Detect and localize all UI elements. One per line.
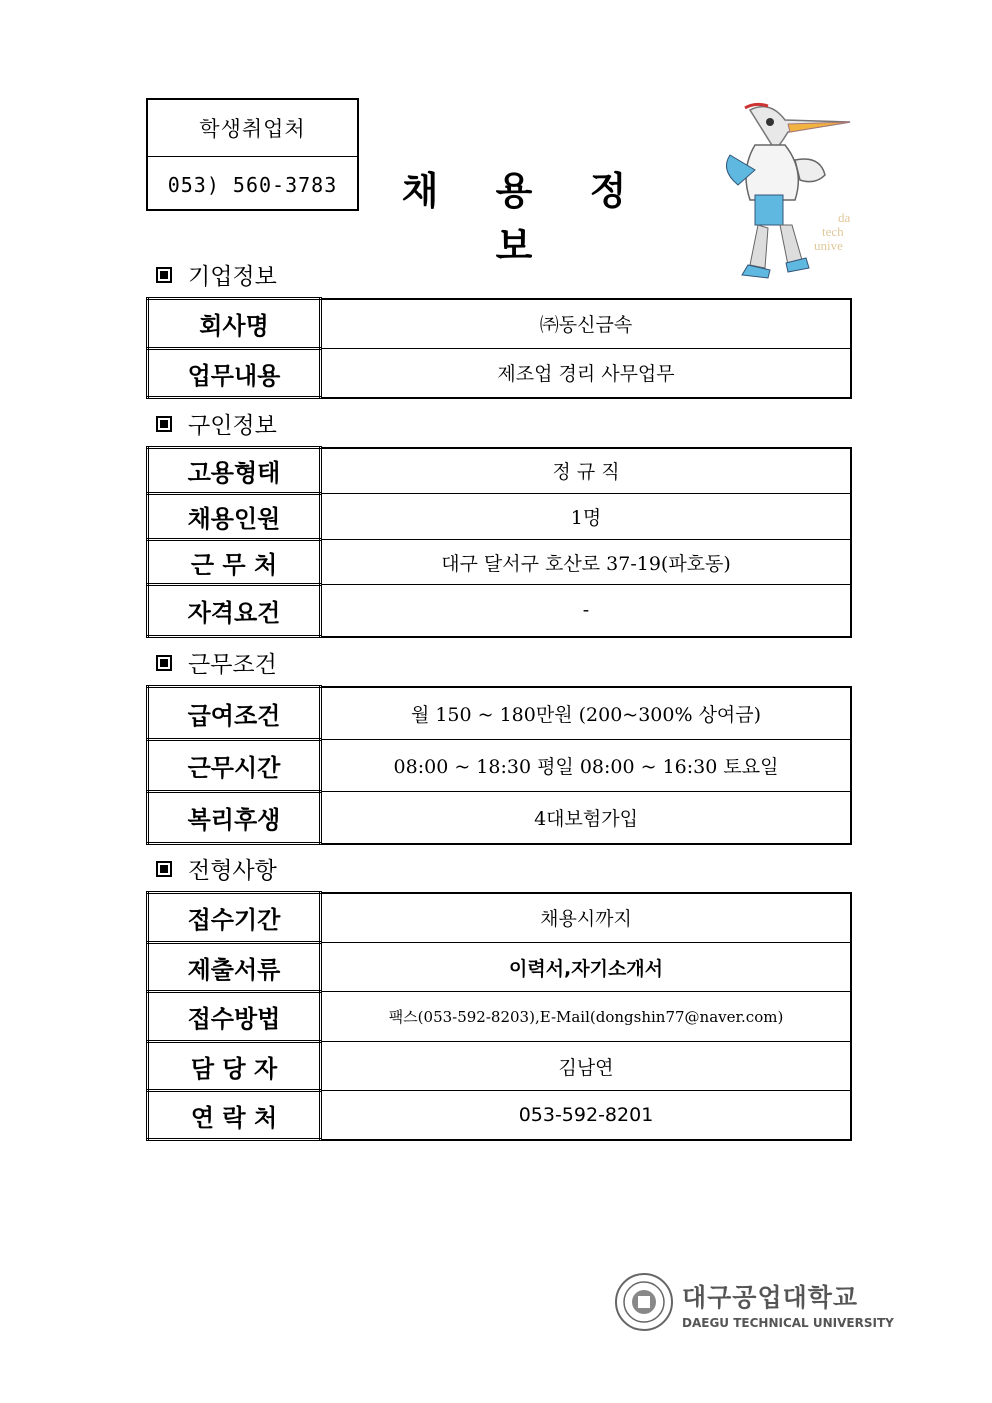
table-row: [148, 893, 852, 943]
mascot-text-1: da: [838, 210, 851, 225]
table-row: [148, 349, 852, 398]
mascot-text-2: tech: [822, 224, 844, 239]
row-value: 4대보험가입: [321, 792, 852, 844]
row-label: 근무시간: [148, 740, 321, 792]
table-row: [148, 687, 852, 740]
square-bullet-icon: [156, 861, 172, 877]
row-label: 복리후생: [148, 792, 321, 844]
row-label: 회사명: [148, 299, 321, 349]
row-label: 채용인원: [148, 494, 321, 540]
section-heading-conditions: [156, 646, 277, 679]
table-row: [148, 792, 852, 844]
table-row: [148, 943, 852, 992]
table-row: [148, 448, 852, 494]
row-value: 김남연: [321, 1042, 852, 1091]
selection-table: [146, 891, 852, 1141]
row-value: 월 150 ~ 180만원 (200~300% 상여금): [321, 687, 852, 740]
section-heading-label: 전형사항: [188, 858, 277, 884]
row-label: 자격요건: [148, 585, 321, 637]
row-label: 급여조건: [148, 687, 321, 740]
mascot-text-3: unive: [814, 238, 843, 253]
university-name-en: DAEGU TECHNICAL UNIVERSITY: [682, 1316, 894, 1330]
page-title: 채 용 정 보: [401, 169, 649, 268]
square-bullet-icon: [156, 416, 172, 432]
table-row: [148, 299, 852, 349]
section-heading-label: 기업정보: [188, 264, 277, 290]
university-seal-icon: [614, 1272, 674, 1332]
crane-mascot-image: [710, 100, 860, 290]
square-bullet-icon: [156, 267, 172, 283]
company-table: [146, 297, 852, 399]
row-value: 대구 달서구 호산로 37-19(파호동): [321, 540, 852, 585]
row-label: 접수방법: [148, 992, 321, 1042]
table-row: [148, 494, 852, 540]
row-value: -: [321, 585, 852, 637]
row-label: 연 락 처: [148, 1091, 321, 1140]
row-label: 고용형태: [148, 448, 321, 494]
table-row: [148, 585, 852, 637]
table-row: [148, 740, 852, 792]
row-label: 담 당 자: [148, 1042, 321, 1091]
row-value: 팩스(053-592-8203),E-Mail(dongshin77@naver.com): [321, 992, 852, 1042]
recruit-table: [146, 446, 852, 638]
square-bullet-icon: [156, 655, 172, 671]
row-value: 제조업 경리 사무업무: [321, 349, 852, 398]
section-heading-selection: [156, 852, 277, 885]
row-label: 업무내용: [148, 349, 321, 398]
row-label: 제출서류: [148, 943, 321, 992]
university-name-kr: 대구공업대학교: [682, 1283, 859, 1312]
row-value: 1명: [321, 494, 852, 540]
row-value: 053-592-8201: [321, 1091, 852, 1140]
table-row: [148, 1091, 852, 1140]
section-heading-label: 구인정보: [188, 413, 277, 439]
table-row: [148, 540, 852, 585]
table-row: [148, 1042, 852, 1091]
university-logo: [682, 1278, 894, 1330]
row-value: ㈜동신금속: [321, 299, 852, 349]
row-value: 정 규 직: [321, 448, 852, 494]
office-label: 학생취업처: [148, 100, 357, 157]
contact-box: [146, 98, 359, 211]
section-heading-company: [156, 258, 277, 291]
conditions-table: [146, 685, 852, 845]
row-label: 접수기간: [148, 893, 321, 943]
row-value: 채용시까지: [321, 893, 852, 943]
row-label: 근 무 처: [148, 540, 321, 585]
row-value: 이력서,자기소개서: [321, 943, 852, 992]
office-phone: 053) 560-3783: [167, 173, 338, 197]
section-heading-recruit: [156, 407, 277, 440]
table-row: [148, 992, 852, 1042]
section-heading-label: 근무조건: [188, 652, 277, 678]
row-value: 08:00 ~ 18:30 평일 08:00 ~ 16:30 토요일: [321, 740, 852, 792]
